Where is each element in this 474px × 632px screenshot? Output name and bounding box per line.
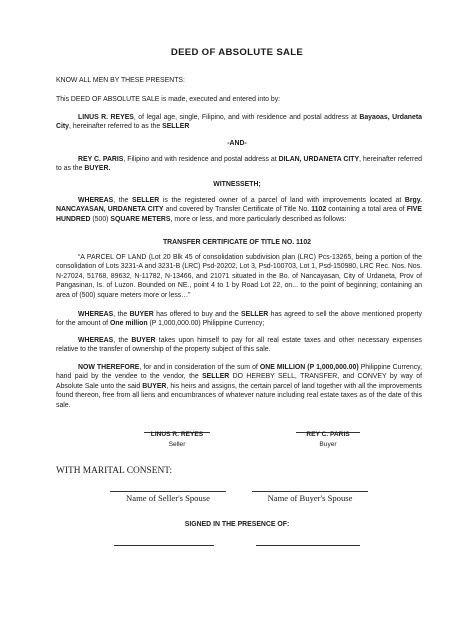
seller-text-2: , hereinafter referred to as the [69,123,163,131]
nt-t3: DO HEREBY SELL, TRANSFER, and CONVEY by way of Absolute Sale unto the said [56,373,422,390]
nt-seller: SELLER [202,373,230,381]
nt-buyer: BUYER [142,382,167,390]
w1-t5: (500) [90,215,111,223]
w1-sqm: SQUARE METERS [110,215,171,223]
now-therefore-keyword: NOW THEREFORE [78,364,140,371]
seller-spouse-caption: Name of Seller's Spouse [126,493,210,503]
seller-paragraph [56,113,422,132]
w3-buyer: BUYER [131,337,156,344]
w2-t4: (P 1,000,000.00) Philippine Currency; [147,320,265,328]
w1-t2: is the registered owner of a parcel of land with improvements located at [159,197,405,204]
w1-t6: , more or less, and more particularly described as follows: [170,215,347,223]
w2-seller: SELLER [241,311,269,318]
nt-t2: Philippine Currency, hand paid by the vendee to the vendor, the [56,364,423,381]
w1-area: FIVE HUNDRED [56,206,423,223]
buyer-address: DILAN, URDANETA CITY [278,156,360,163]
seller-text-1: , of legal age, single, Filipino, and with residence and postal address at [133,114,360,121]
nt-t1: , for and in consideration of the sum of [139,364,260,371]
intro-statement: This DEED OF ABSOLUTE SALE is made, executed and entered into by: [56,96,281,103]
whereas-keyword: WHEREAS [78,311,114,318]
document-title: DEED OF ABSOLUTE SALE [170,47,304,58]
seller-role: SELLER [162,123,190,131]
whereas-keyword: WHEREAS [78,337,114,344]
buyer-signature-name: REY C. PARIS [306,431,350,438]
seller-caption: Seller [168,441,186,448]
w2-t2: has offered to buy and the [153,311,241,318]
buyer-name: REY C. PARIS [78,156,124,163]
w1-location: Brgy. NANCAYASAN, URDANETA CITY [56,197,422,214]
buyer-text-2: , hereinafter referred to as the [56,156,422,173]
witnesseth-heading: WITNESSETH; [213,181,261,188]
intro-line: KNOW ALL MEN BY THESE PRESENTS: [56,77,185,84]
buyer-paragraph [56,155,422,174]
w2-buyer: BUYER [129,311,154,318]
w1-t1: , the [113,197,133,204]
tct-heading: TRANSFER CERTIFICATE OF TITLE NO. 1102 [162,239,312,246]
marital-consent-label: WITH MARITAL CONSENT: [56,466,173,476]
seller-spouse-line [110,491,226,492]
seller-signature-name: LINUS R. REYES [150,431,204,438]
whereas-ownership [56,196,422,224]
w2-t3: has agreed to sell the above mentioned property for the amount of [56,311,422,328]
buyer-caption: Buyer [319,441,337,448]
witness-line-2 [256,545,360,546]
nt-amount: ONE MILLION (P 1,000,000.00) [259,364,359,371]
w1-t3: and covered by Transfer Certificate of Title No. [163,206,312,214]
presence-heading: SIGNED IN THE PRESENCE OF: [184,521,290,528]
w1-seller: SELLER [132,197,160,204]
w3-t1: , the [113,337,132,344]
now-therefore-paragraph [56,363,422,410]
and-label: -AND- [227,140,247,147]
seller-name: LINUS R. REYES [78,114,134,121]
seller-address: Bayaoas, Urdaneta City [56,114,422,131]
whereas-taxes [56,336,422,355]
w1-t4: containing a total area of [326,206,407,214]
w2-t1: , the [113,311,130,318]
buyer-role: BUYER. [84,165,111,173]
w1-tct-number: 1102 [311,206,327,214]
buyer-text-1: , Filipino and with residence and postal address at [123,156,279,163]
witness-line-1 [114,545,214,546]
nt-t4: , his heirs and assigns, the certain parcel of land together with all the improvements found thereon, free from all liens and encumbrances of whatever nature including real estate taxes as of the date of this sale. [56,382,423,409]
whereas-offer [56,310,422,329]
buyer-spouse-line [252,491,368,492]
whereas-keyword: WHEREAS [78,197,114,204]
w3-t2: takes upon himself to pay for all real estate taxes and other necessary expenses relative to the transfer of ownership of the property subject of this sale. [56,337,422,354]
buyer-spouse-caption: Name of Buyer's Spouse [267,493,353,503]
land-description [56,253,422,300]
w2-amount: One million [110,320,148,328]
land-description-text: “A PARCEL OF LAND (Lot 20 Blk 45 of consolidation subdivision plan (LRC) Pcs-13265, being a portion of the consolidation of Lots 3231-A and 3231-B (LRC) Psd-20202, Lot 3, Psd-100703, Lot 1, Psd-150980, LRC Rec. Nos. Nos. N-27024, 51768, 89632, N-11782, N-13466, and 21071 situated in the Bo. of Nancayasan, City of Urdaneta, Prov of Pangasinan, Is. of Luzon. Bounded on NE., point 4 to 1 by Road Lot 22, on... to the point of beginning; containing an area of (500) square meters more or less…” [56,254,422,299]
